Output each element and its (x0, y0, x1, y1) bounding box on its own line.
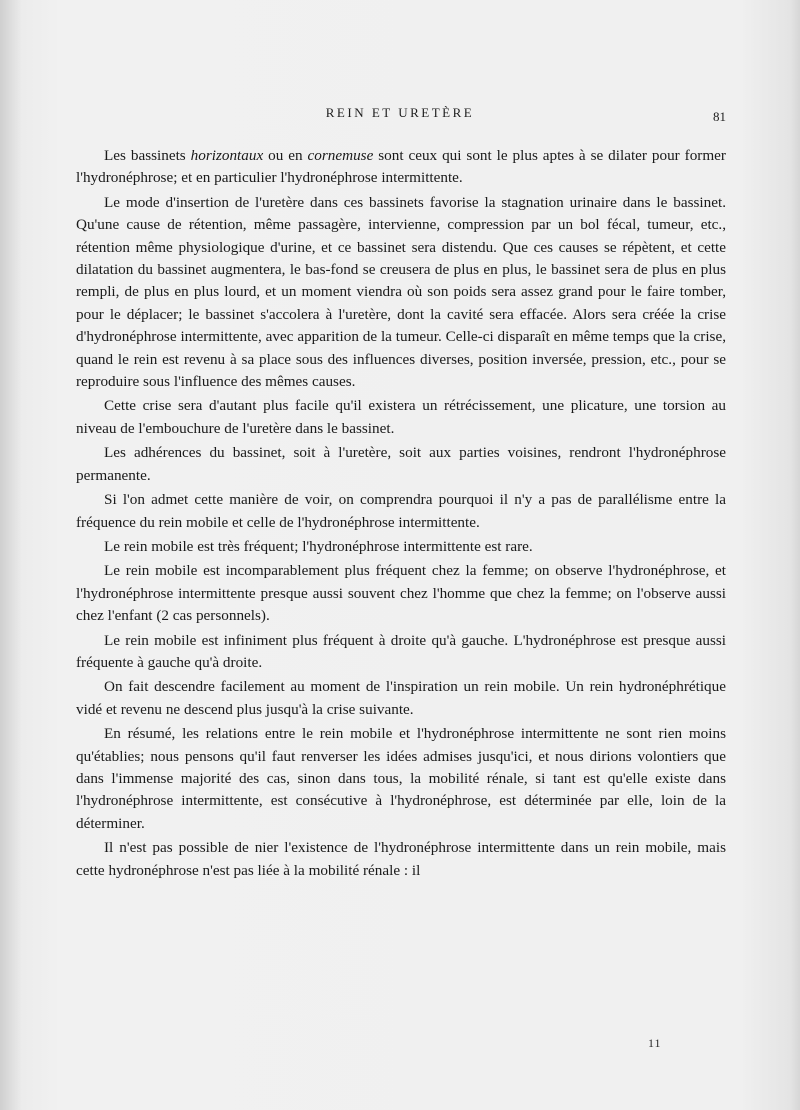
paragraph (76, 489, 726, 534)
paragraph (76, 192, 726, 394)
paragraph (76, 560, 726, 627)
text-run: Le rein mobile est très fréquent; l'hydronéphrose intermittente est rare. (104, 537, 533, 555)
text-run: On fait descendre facilement au moment de l'inspiration un rein mobile. Un rein hydronéphrétique vidé et revenu ne descend plus jusqu'à la crise suivante. (76, 678, 726, 718)
paragraph (76, 536, 726, 558)
paragraph (76, 395, 726, 440)
paragraph (76, 630, 726, 675)
text-run: Le mode d'insertion de l'uretère dans ces bassinets favorise la stagnation urinaire dans le bassinet. Qu'une cause de rétention, même passagère, intervienne, compression par un bol fécal, tumeur, etc., rétention même physiologique d'urine, et ce bassinet sera distendu. Que ces causes se répètent, et cette dilatation du bassinet augmentera, le bas-fond se creusera de plus en plus, le bassinet sera de plus en plus rempli, de plus en plus lourd, et un moment viendra où son poids sera assez grand pour le faire tomber, pour le déplacer; le bassinet s'accolera à l'uretère, dont la cavité sera effacée. Alors sera créée la crise d'hydronéphrose intermittente, avec apparition de la tumeur. Celle-ci disparaît en même temps que la crise, quand le rein est revenu à sa place sous des influences diverses, position inversée, pression, etc., pour se reproduire sous l'influence des mêmes causes. (76, 193, 726, 391)
italic-term: horizontaux (190, 147, 264, 164)
body-text (76, 145, 726, 884)
text-run: Le rein mobile est incomparablement plus fréquent chez la femme; on observe l'hydronéphrose, et l'hydronéphrose intermittente presque aussi souvent chez l'homme que chez la femme; on l'observe aussi chez l'enfant (2 cas personnels). (76, 562, 726, 625)
italic-term: cornemuse (307, 147, 374, 164)
text-run: En résumé, les relations entre le rein mobile et l'hydronéphrose intermittente ne sont rien moins qu'établies; nous pensons qu'il faut renverser les idées admises jusqu'ici, et nous dirions volontiers que dans l'immense majorité des cas, sinon dans tous, la mobilité rénale, si tant est qu'elle existe dans l'hydronéphrose intermittente, est consécutive à l'hydronéphrose, est déterminée par elle, loin de la déterminer. (76, 725, 726, 832)
paragraph (76, 676, 726, 721)
text-run: ou en (263, 147, 308, 164)
paragraph (76, 145, 726, 190)
text-run: sont ceux qui sont le plus aptes à se dilater pour former l'hydronéphrose; et en particulier l'hydronéphrose intermittente. (76, 147, 726, 187)
page-number: 81 (713, 109, 726, 124)
signature-mark: 11 (648, 1036, 662, 1050)
text-run: Le rein mobile est infiniment plus fréquent à droite qu'à gauche. L'hydronéphrose est presque aussi fréquente à gauche qu'à droite. (76, 631, 726, 671)
paragraph (76, 723, 726, 835)
paragraph (76, 442, 726, 487)
running-head (76, 105, 724, 129)
text-run: Si l'on admet cette manière de voir, on comprendra pourquoi il n'y a pas de parallélisme entre la fréquence du rein mobile et celle de l'hydronéphrose intermittente. (76, 491, 726, 531)
paragraph (76, 837, 726, 882)
text-run: Les bassinets (104, 147, 191, 164)
text-run: Cette crise sera d'autant plus facile qu'il existera un rétrécissement, une plicature, une torsion au niveau de l'embouchure de l'uretère dans le bassinet. (76, 397, 726, 437)
text-run: Les adhérences du bassinet, soit à l'uretère, soit aux parties voisines, rendront l'hydronéphrose permanente. (76, 444, 726, 484)
running-title: REIN ET URETÈRE (325, 105, 475, 120)
text-run: Il n'est pas possible de nier l'existence de l'hydronéphrose intermittente dans un rein mobile, mais cette hydronéphrose n'est pas liée à la mobilité rénale : il (76, 839, 726, 879)
